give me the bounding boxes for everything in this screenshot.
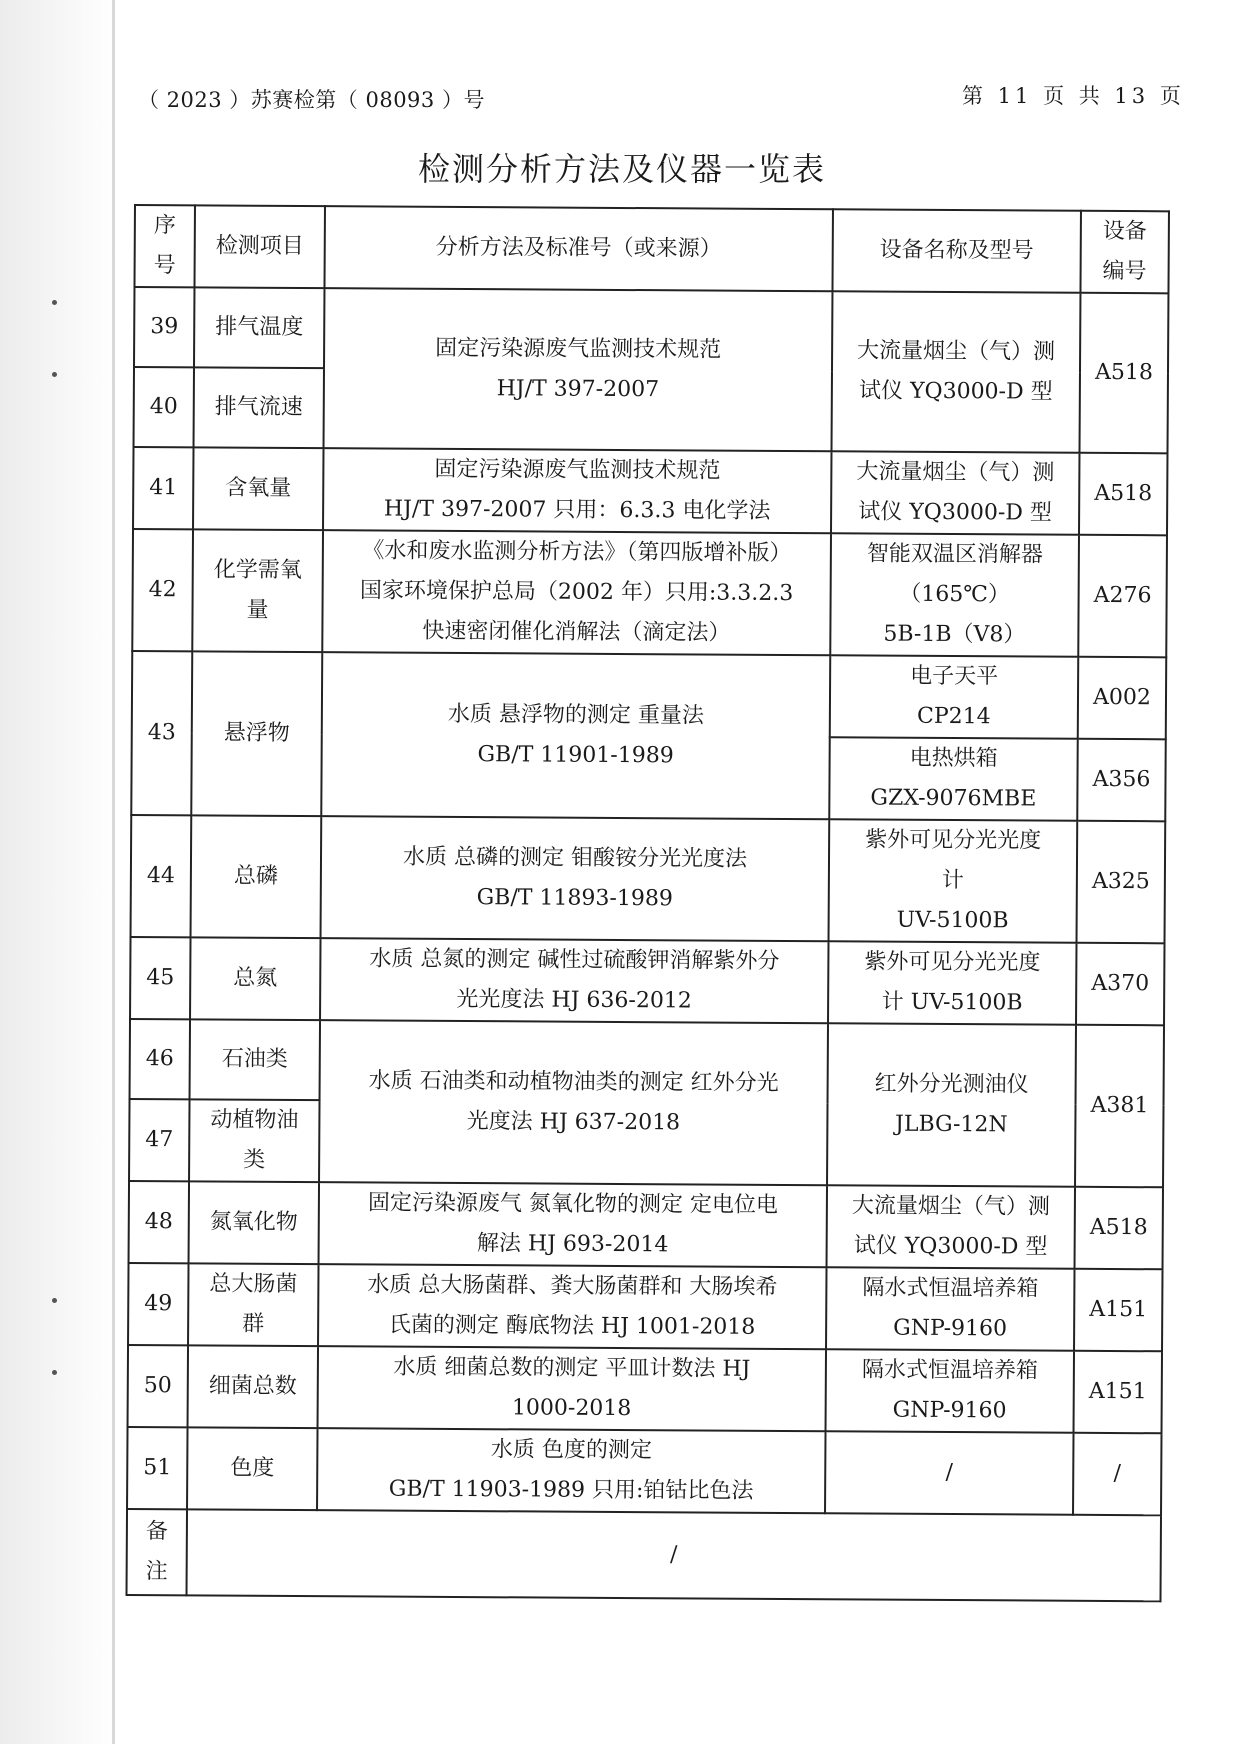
row-equip-id: A370	[1076, 943, 1164, 1026]
header-method: 分析方法及标准号（或来源）	[324, 206, 832, 291]
header-item: 检测项目	[194, 205, 324, 288]
row-equipment: 红外分光测油仪 JLBG-12N	[827, 1023, 1076, 1187]
row-item: 动植物油 类	[189, 1099, 319, 1182]
report-number: （ 2023 ）苏赛检第（ 08093 ）号	[138, 88, 485, 112]
row-seq: 48	[129, 1181, 189, 1263]
table-row	[128, 1345, 1162, 1433]
row-method: 水质 总大肠菌群、粪大肠菌群和 大肠埃希 氏菌的测定 酶底物法 HJ 1001-2018	[318, 1264, 826, 1349]
table-row	[129, 1181, 1163, 1269]
header-equipment: 设备名称及型号	[832, 209, 1080, 293]
document-title: 检测分析方法及仪器一览表	[417, 150, 826, 188]
table-header-row	[134, 205, 1168, 293]
row-seq: 49	[128, 1263, 188, 1345]
scan-speck	[52, 1370, 57, 1375]
row-equip-id: A151	[1074, 1351, 1162, 1434]
table-row	[130, 937, 1164, 1025]
row-seq: 41	[133, 447, 193, 529]
row-equipment: /	[825, 1431, 1073, 1515]
row-item: 含氧量	[193, 447, 323, 530]
row-item: 化学需氧 量	[192, 529, 323, 652]
remark-row	[127, 1509, 1162, 1601]
row-item: 总大肠菌 群	[188, 1263, 318, 1346]
row-seq: 45	[130, 937, 190, 1019]
row-method: 固定污染源废气监测技术规范 HJ/T 397-2007 只用：6.3.3 电化学法	[323, 448, 831, 533]
row-method: 水质 悬浮物的测定 重量法 GB/T 11901-1989	[321, 652, 830, 819]
table-row	[132, 651, 1166, 739]
row-item: 总磷	[191, 815, 322, 938]
row-seq: 46	[130, 1019, 190, 1099]
table-row	[127, 1427, 1161, 1515]
row-equipment: 紫外可见分光光度 计 UV-5100B	[828, 941, 1076, 1025]
row-equip-id: A518	[1075, 1187, 1163, 1270]
row-seq: 43	[131, 651, 192, 815]
row-equip-id: A151	[1074, 1269, 1162, 1352]
row-equip-id: A518	[1079, 453, 1167, 536]
row-seq: 42	[132, 529, 193, 651]
row-equipment: 大流量烟尘（气）测 试仪 YQ3000-D 型	[832, 291, 1081, 453]
scan-left-margin	[0, 0, 118, 1744]
row-seq: 51	[127, 1427, 187, 1509]
row-equipment: 隔水式恒温培养箱 GNP-9160	[826, 1349, 1074, 1433]
row-equipment: 电热烘箱 GZX-9076MBE	[829, 737, 1077, 821]
row-equipment: 隔水式恒温培养箱 GNP-9160	[826, 1267, 1074, 1351]
table-row	[133, 447, 1167, 535]
header-seq: 序 号	[134, 205, 194, 287]
table-row	[132, 529, 1167, 657]
row-seq: 40	[134, 367, 194, 447]
row-equip-id: A356	[1077, 739, 1165, 822]
row-equip-id: A325	[1077, 821, 1166, 944]
row-item: 氮氧化物	[189, 1181, 319, 1264]
header-equip-id: 设备 编号	[1080, 211, 1168, 294]
row-item: 总氮	[190, 937, 320, 1020]
table-row	[134, 287, 1168, 373]
row-method: 水质 细菌总数的测定 平皿计数法 HJ 1000-2018	[318, 1346, 826, 1431]
row-item: 色度	[187, 1427, 317, 1510]
row-method: 水质 总氮的测定 碱性过硫酸钾消解紫外分 光光度法 HJ 636-2012	[320, 938, 828, 1023]
row-equipment: 大流量烟尘（气）测 试仪 YQ3000-D 型	[827, 1185, 1075, 1269]
scan-crease	[112, 0, 115, 1744]
row-equip-id: A381	[1075, 1025, 1164, 1188]
row-item: 排气温度	[194, 287, 324, 368]
row-item: 悬浮物	[191, 651, 322, 816]
remark-label: 备 注	[127, 1509, 188, 1595]
row-seq: 50	[128, 1345, 188, 1427]
row-equipment: 紫外可见分光光度 计 UV-5100B	[829, 819, 1078, 943]
row-equipment: 大流量烟尘（气）测 试仪 YQ3000-D 型	[831, 451, 1079, 535]
row-item: 石油类	[190, 1019, 320, 1100]
row-method: 水质 色度的测定 GB/T 11903-1989 只用:铂钴比色法	[317, 1428, 825, 1513]
row-seq: 39	[134, 287, 194, 367]
scan-speck	[52, 1298, 57, 1303]
page-indicator: 第 11 页 共 13 页	[962, 84, 1185, 108]
row-seq: 44	[131, 815, 192, 937]
row-item: 排气流速	[194, 367, 324, 448]
row-method: 固定污染源废气 氮氧化物的测定 定电位电 解法 HJ 693-2014	[319, 1182, 827, 1267]
scan-speck	[52, 372, 57, 377]
row-method: 水质 石油类和动植物油类的测定 红外分光 光度法 HJ 637-2018	[319, 1020, 828, 1185]
row-equip-id: A518	[1079, 293, 1168, 454]
row-seq: 47	[129, 1099, 189, 1181]
row-equip-id: /	[1073, 1433, 1161, 1516]
row-item: 细菌总数	[188, 1345, 318, 1428]
table-row	[131, 815, 1166, 943]
row-equip-id: A276	[1078, 535, 1167, 658]
remark-value: /	[187, 1509, 1162, 1601]
row-method: 水质 总磷的测定 钼酸铵分光光度法 GB/T 11893-1989	[321, 816, 830, 941]
methods-instruments-table	[125, 204, 1169, 1602]
table-row	[130, 1019, 1164, 1105]
table-row	[128, 1263, 1162, 1351]
row-method: 固定污染源废气监测技术规范 HJ/T 397-2007	[324, 288, 833, 451]
row-method: 《水和废水监测分析方法》（第四版增补版） 国家环境保护总局（2002 年）只用:3.3.2.3 快速密闭催化消解法（滴定法）	[322, 530, 831, 655]
row-equip-id: A002	[1078, 657, 1166, 740]
row-equipment: 智能双温区消解器 （165℃） 5B-1B（V8）	[830, 533, 1079, 657]
scan-speck	[52, 300, 57, 305]
row-equipment: 电子天平 CP214	[830, 655, 1078, 739]
